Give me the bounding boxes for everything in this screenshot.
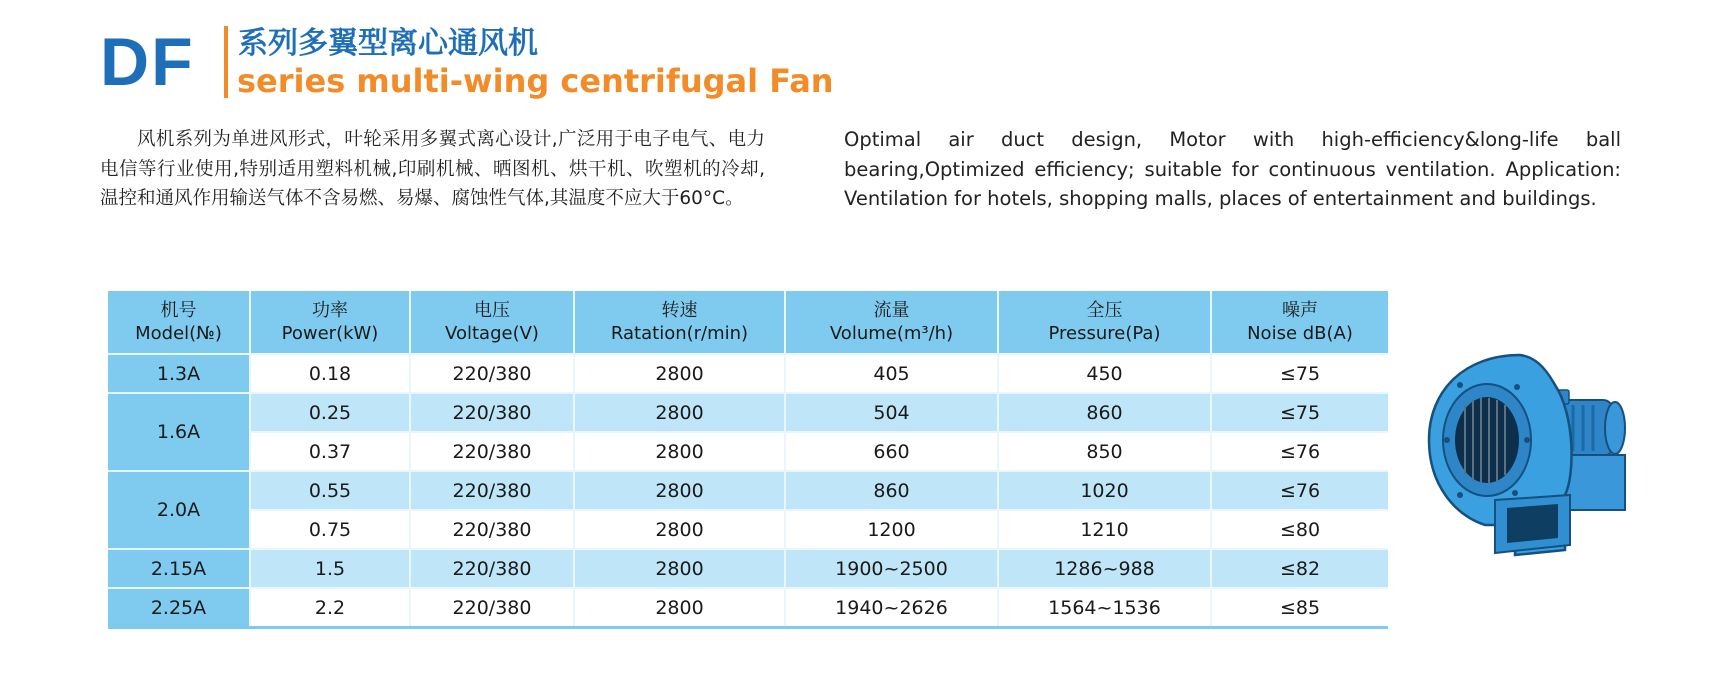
cell-rotation: 2800 (574, 588, 785, 628)
header-volume: 流量 Volume(m³/h) (785, 291, 998, 354)
cell-volume: 1200 (785, 510, 998, 549)
cell-noise: ≤76 (1211, 471, 1388, 510)
header-voltage: 电压 Voltage(V) (410, 291, 574, 354)
cell-volume: 405 (785, 354, 998, 393)
cell-noise: ≤80 (1211, 510, 1388, 549)
cell-voltage: 220/380 (410, 588, 574, 628)
header-noise: 噪声 Noise dB(A) (1211, 291, 1388, 354)
cell-rotation: 2800 (574, 471, 785, 510)
cell-pressure: 1564~1536 (998, 588, 1211, 628)
cell-model: 1.3A (108, 354, 250, 393)
cell-rotation: 2800 (574, 549, 785, 588)
cell-pressure: 860 (998, 393, 1211, 432)
cell-noise: ≤82 (1211, 549, 1388, 588)
header-power: 功率 Power(kW) (250, 291, 410, 354)
cell-voltage: 220/380 (410, 354, 574, 393)
cell-voltage: 220/380 (410, 549, 574, 588)
cell-model: 2.0A (108, 471, 250, 549)
cell-rotation: 2800 (574, 510, 785, 549)
cell-rotation: 2800 (574, 354, 785, 393)
cell-noise: ≤75 (1211, 354, 1388, 393)
cell-power: 1.5 (250, 549, 410, 588)
table-row (108, 354, 1388, 393)
model-code: DF (100, 24, 195, 100)
title-divider (224, 26, 228, 98)
table-header-row (108, 291, 1388, 354)
cell-power: 2.2 (250, 588, 410, 628)
cell-model: 2.15A (108, 549, 250, 588)
cell-voltage: 220/380 (410, 471, 574, 510)
cell-pressure: 1286~988 (998, 549, 1211, 588)
header-pressure: 全压 Pressure(Pa) (998, 291, 1211, 354)
cell-noise: ≤76 (1211, 432, 1388, 471)
cell-volume: 504 (785, 393, 998, 432)
cell-power: 0.37 (250, 432, 410, 471)
cell-power: 0.18 (250, 354, 410, 393)
cell-noise: ≤85 (1211, 588, 1388, 628)
title-chinese: 系列多翼型离心通风机 (238, 26, 538, 61)
cell-rotation: 2800 (574, 393, 785, 432)
cell-noise: ≤75 (1211, 393, 1388, 432)
cell-pressure: 1210 (998, 510, 1211, 549)
cell-power: 0.25 (250, 393, 410, 432)
centrifugal-fan-icon (1425, 345, 1635, 570)
cell-voltage: 220/380 (410, 510, 574, 549)
header-rotation: 转速 Ratation(r/min) (574, 291, 785, 354)
table-row (108, 393, 1388, 432)
description-english: Optimal air duct design, Motor with high-efficiency&long-life ball bearing,Optimized efficiency; suitable for continuous ventilation. Application: Ventilation for hotels, shopping malls, places of entertainment and buildings. (844, 128, 1621, 210)
cell-model: 1.6A (108, 393, 250, 471)
cell-power: 0.75 (250, 510, 410, 549)
cell-volume: 660 (785, 432, 998, 471)
cell-voltage: 220/380 (410, 393, 574, 432)
spec-table (108, 291, 1388, 629)
cell-volume: 1900~2500 (785, 549, 998, 588)
title-english: series multi-wing centrifugal Fan (237, 62, 834, 100)
cell-rotation: 2800 (574, 432, 785, 471)
cell-model: 2.25A (108, 588, 250, 628)
description-chinese: 风机系列为单进风形式，叶轮采用多翼式离心设计,广泛用于电子电气、电力电信等行业使用,特别适用塑料机械,印刷机械、晒图机、烘干机、吹塑机的冷却,温控和通风作用输送气体不含易燃、易爆、腐蚀性气体,其温度不应大于60°C。 (100, 129, 765, 209)
table-row (108, 588, 1388, 628)
cell-volume: 1940~2626 (785, 588, 998, 628)
cell-pressure: 850 (998, 432, 1211, 471)
table-row (108, 549, 1388, 588)
cell-volume: 860 (785, 471, 998, 510)
cell-pressure: 1020 (998, 471, 1211, 510)
table-row (108, 432, 1388, 471)
header-model: 机号 Model(№) (108, 291, 250, 354)
cell-pressure: 450 (998, 354, 1211, 393)
table-row (108, 510, 1388, 549)
cell-voltage: 220/380 (410, 432, 574, 471)
table-row (108, 471, 1388, 510)
cell-power: 0.55 (250, 471, 410, 510)
